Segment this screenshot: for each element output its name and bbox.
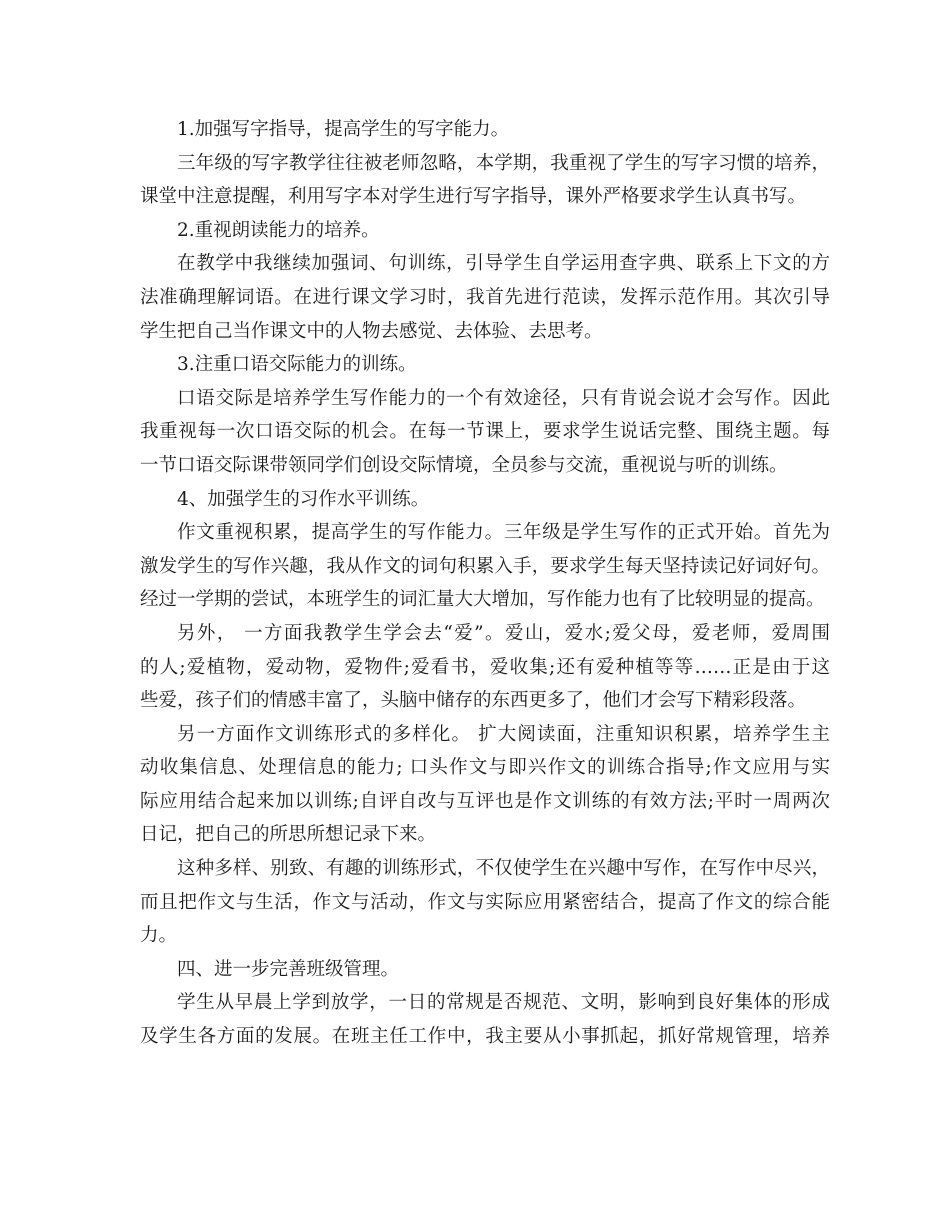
- text-line: 另一方面作文训练形式的多样化。 扩大阅读面，注重知识积累，培养学生主: [177, 723, 830, 745]
- paragraph-teaching-love: [140, 617, 830, 718]
- text-line: 3.注重口语交际能力的训练。: [177, 354, 417, 376]
- text-line: 另外， 一方面我教学生学会去“爱”。爱山，爱水;爱父母，爱老师，爱周围: [177, 622, 830, 644]
- paragraph-writing-habits: [140, 147, 830, 214]
- text-line: 力。: [140, 925, 178, 947]
- paragraph-oral-communication: [140, 382, 830, 483]
- paragraph-composition-accumulation: [140, 516, 830, 617]
- heading-writing-guidance: [140, 113, 830, 147]
- heading-reading-ability: [140, 214, 830, 248]
- text-line: 在教学中我继续加强词、句训练，引导学生自学运用查字典、联系上下文的方: [177, 253, 830, 275]
- text-line: 日记，把自己的所思所想记录下来。: [140, 824, 437, 846]
- text-line: 1.加强写字指导，提高学生的写字能力。: [177, 119, 510, 140]
- text-line: 这种多样、别致、有趣的训练形式，不仅使学生在兴趣中写作，在写作中尽兴，: [177, 858, 830, 880]
- text-line: 2.重视朗读能力的培养。: [177, 219, 380, 241]
- text-line: 四、进一步完善班级管理。: [177, 958, 400, 980]
- text-line: 三年级的写字教学往往被老师忽略，本学期，我重视了学生的写字习惯的培养，: [177, 152, 830, 174]
- text-line: 口语交际是培养学生写作能力的一个有效途径，只有肯说会说才会写作。因此: [177, 387, 830, 409]
- text-line: 际应用结合起来加以训练;自评自改与互评也是作文训练的有效方法;平时一周两次: [140, 790, 830, 812]
- heading-class-management: [140, 953, 830, 987]
- document-body: [140, 113, 830, 1054]
- text-line: 及学生各方面的发展。在班主任工作中，我主要从小事抓起，抓好常规管理，培养: [140, 1026, 830, 1048]
- paragraph-training-effects: [140, 852, 830, 953]
- text-line: 学生把自己当作课文中的人物去感觉、去体验、去思考。: [140, 320, 603, 342]
- text-line: 动收集信息、处理信息的能力; 口头作文与即兴作文的训练合指导;作文应用与实: [140, 757, 830, 779]
- paragraph-reading-training: [140, 247, 830, 348]
- text-line: 课堂中注意提醒，利用写字本对学生进行写字指导，课外严格要求学生认真书写。: [140, 186, 807, 208]
- text-line: 一节口语交际课带领同学们创设交际情境，全员参与交流，重视说与听的训练。: [140, 454, 788, 476]
- heading-composition-training: [140, 483, 830, 517]
- text-line: 我重视每一次口语交际的机会。在每一节课上，要求学生说话完整、围绕主题。每: [140, 421, 830, 443]
- heading-oral-communication: [140, 348, 830, 382]
- paragraph-diverse-forms: [140, 718, 830, 852]
- text-line: 经过一学期的尝试，本班学生的词汇量大大增加，写作能力也有了比较明显的提高。: [140, 589, 825, 611]
- text-line: 学生从早晨上学到放学，一日的常规是否规范、文明，影响到良好集体的形成: [177, 992, 830, 1014]
- text-line: 而且把作文与生活，作文与活动，作文与实际应用紧密结合，提高了作文的综合能: [140, 891, 830, 913]
- text-line: 法准确理解词语。在进行课文学习时，我首先进行范读，发挥示范作用。其次引导: [140, 286, 830, 308]
- text-line: 激发学生的写作兴趣，我从作文的词句积累入手，要求学生每天坚持读记好词好句。: [140, 555, 830, 577]
- text-line: 4、加强学生的习作水平训练。: [177, 488, 430, 510]
- text-line: 作文重视积累，提高学生的写作能力。三年级是学生写作的正式开始。首先为: [177, 522, 830, 544]
- paragraph-daily-routine: [140, 986, 830, 1053]
- text-line: 的人;爱植物，爱动物，爱物件;爱看书，爱收集;还有爱种植等等……正是由于这: [140, 656, 830, 678]
- text-line: 些爱，孩子们的情感丰富了，头脑中储存的东西更多了，他们才会写下精彩段落。: [140, 690, 807, 712]
